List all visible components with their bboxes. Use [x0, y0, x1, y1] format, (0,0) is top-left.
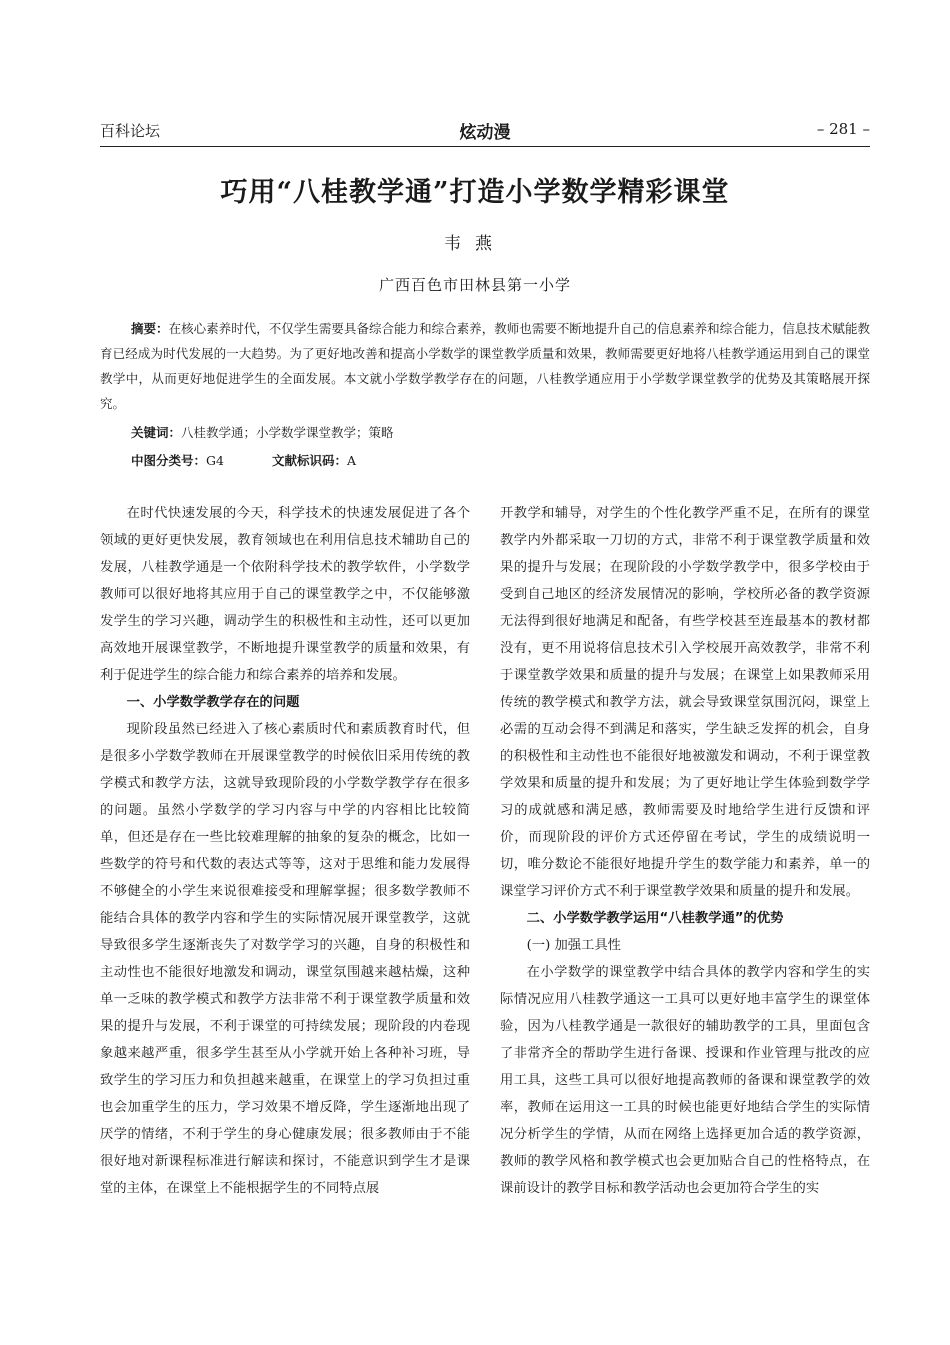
abstract-text: 在核心素养时代，不仅学生需要具备综合能力和综合素养，教师也需要不断地提升自己的信息素养和综合能力，信息技术赋能教育已经成为时代发展的一大趋势。为了更好地改善和提高小学数学的课堂教学质量和效果，教师需要更好地将八桂教学通运用到自己的课堂教学中，从而更好地促进学生的全面发展。本文就小学数学教学存在的问题，八桂教学通应用于小学数学课堂教学的优势及其策略展开探究。: [100, 321, 870, 411]
section-1-heading: 一、小学数学教学存在的问题: [126, 695, 300, 710]
header-divider: [100, 146, 870, 147]
subsection-1-paragraph: 在小学数学的课堂教学中结合具体的教学内容和学生的实际情况应用八桂教学通这一工具可以更好地丰富学生的课堂体验，因为八桂教学通是一款很好的辅助教学的工具，里面包含了非常齐全的帮助学生进行备课、授课和作业管理与批改的应用工具，这些工具可以很好地提高教师的备课和课堂教学的效率，教师在运用这一工具的时候也能更好地结合学生的实际情况分析学生的学情，从而在网络上选择更加合适的教学资源，教师的教学风格和教学模式也会更加贴合自己的性格特点，在课前设计的教学目标和教学活动也会更加符合学生的实: [500, 965, 870, 1196]
clc-value: G4: [206, 453, 224, 468]
subsection-1-heading: (一) 加强工具性: [526, 938, 621, 953]
body-column-left: [100, 500, 470, 1202]
keywords-text: 八桂教学通；小学数学课堂教学；策略: [181, 425, 394, 440]
abstract: [100, 316, 870, 416]
header-page-number: – 281 –: [816, 120, 870, 138]
keywords-label: 关键词：: [131, 425, 182, 440]
clc-label: 中图分类号：: [131, 453, 207, 468]
doc-code-label: 文献标识码：: [271, 453, 347, 468]
abstract-label: 摘要：: [131, 321, 169, 336]
classification-line: [131, 451, 356, 469]
body-column-right: [500, 500, 870, 1202]
header-section-name: 百科论坛: [100, 122, 161, 140]
article-title: 巧用“八桂教学通”打造小学数学精彩课堂: [220, 177, 730, 208]
header-journal-name: 炫动漫: [459, 123, 511, 143]
section-1-paragraph-continued: 开教学和辅导，对学生的个性化教学严重不足，在所有的课堂教学内外都采取一刀切的方式，非常不利于课堂教学质量和效果的提升与发展；在现阶段的小学数学教学中，很多学校由于受到自己地区的经济发展情况的影响，学校所必备的教学资源无法得到很好地满足和配备，有些学校甚至连最基本的教材都没有，更不用说将信息技术引入学校展开高效教学，非常不利于课堂教学效果和质量的提升与发展；在课堂上如果教师采用传统的教学模式和教学方法，就会导致课堂氛围沉闷，课堂上必需的互动会得不到满足和落实，学生缺乏发挥的机会，自身的积极性和主动性也不能很好地被激发和调动，不利于课堂教学效果和质量的提升和发展；为了更好地让学生体验到数学学习的成就感和满足感，教师需要及时地给学生进行反馈和评价，而现阶段的评价方式还停留在考试，学生的成绩说明一切，唯分数论不能很好地提升学生的数学能力和素养，单一的课堂学习评价方式不利于课堂教学效果和质量的提升和发展。: [500, 506, 870, 899]
doc-code-value: A: [346, 453, 357, 468]
article-author: 韦燕: [444, 234, 506, 254]
keywords: [131, 423, 394, 441]
section-1-paragraph: 现阶段虽然已经进入了核心素质时代和素质教育时代，但是很多小学数学教师在开展课堂教学的时候依旧采用传统的教学模式和教学方法，这就导致现阶段的小学数学教学存在很多的问题。虽然小学数学的学习内容与中学的内容相比比较简单，但还是存在一些比较难理解的抽象的复杂的概念，比如一些数学的符号和代数的表达式等等，这对于思维和能力发展得不够健全的小学生来说很难接受和理解掌握；很多数学教师不能结合具体的教学内容和学生的实际情况展开课堂教学，这就导致很多学生逐渐丧失了对数学学习的兴趣，自身的积极性和主动性也不能很好地激发和调动，课堂氛围越来越枯燥，这种单一乏味的教学模式和教学方法非常不利于课堂教学质量和效果的提升与发展，不利于课堂的可持续发展；现阶段的内卷现象越来越严重，很多学生甚至从小学就开始上各种补习班，导致学生的学习压力和负担越来越重，在课堂上的学习负担过重也会加重学生的压力，学习效果不增反降，学生逐渐地出现了厌学的情绪，不利于学生的身心健康发展；很多教师由于不能很好地对新课程标准进行解读和探讨，不能意识到学生才是课堂的主体，在课堂上不能根据学生的不同特点展: [100, 722, 470, 1196]
article-affiliation: 广西百色市田林县第一小学: [378, 276, 571, 294]
intro-paragraph: 在时代快速发展的今天，科学技术的快速发展促进了各个领域的更好更快发展，教育领域也在利用信息技术辅助自己的发展，八桂教学通是一个依附科学技术的教学软件，小学数学教师可以很好地将其应用于自己的课堂教学之中，不仅能够激发学生的学习兴趣，调动学生的积极性和主动性，还可以更加高效地开展课堂教学，不断地提升课堂教学的质量和效果，有利于促进学生的综合能力和综合素养的培养和发展。: [100, 506, 470, 683]
running-header: [100, 118, 870, 144]
section-2-heading: 二、小学数学教学运用“八桂教学通”的优势: [526, 911, 784, 926]
